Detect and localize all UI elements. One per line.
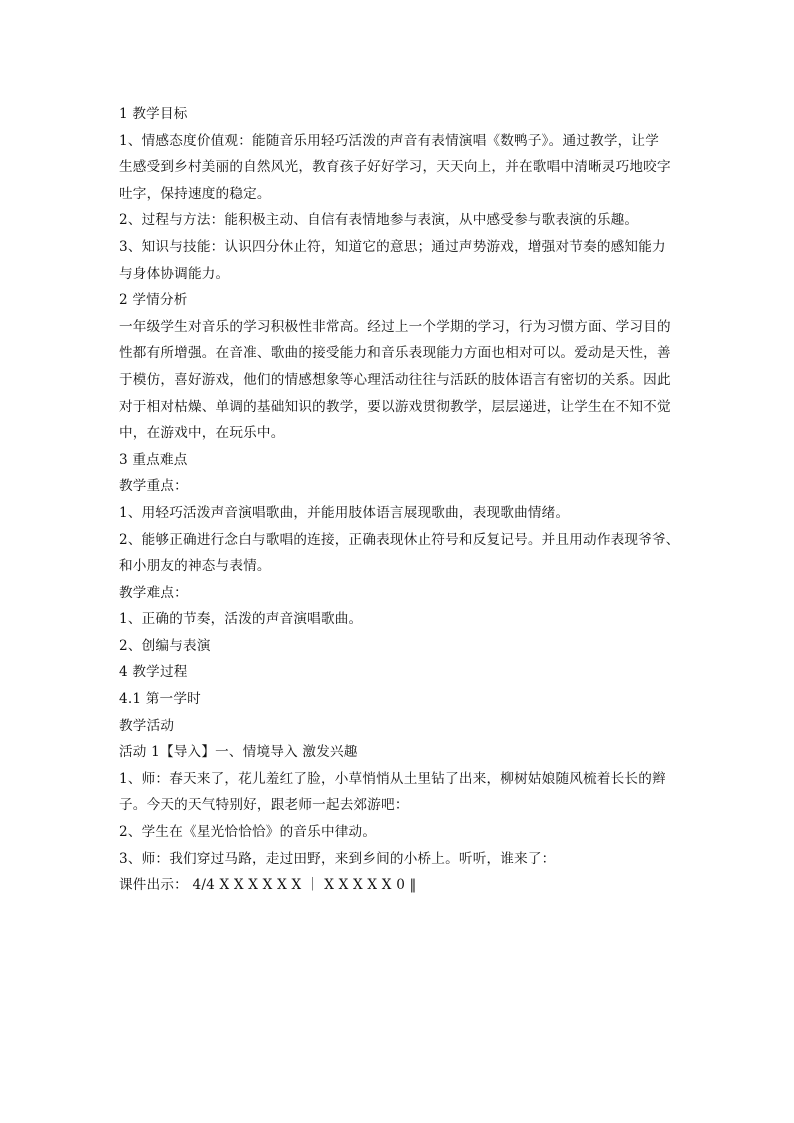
text-line: 与身体协调能力。 [119,265,230,282]
subheading-teaching-focus: 教学重点： [119,478,188,495]
text-line: 子。今天的天气特别好，跟老师一起去郊游吧： [119,797,409,814]
text-line: 2、创编与表演 [119,637,211,654]
text-line: 生感受到乡村美丽的自然风光，教育孩子好好学习，天天向上，并在歌唱中清晰灵巧地咬字 [119,159,671,176]
text-line: 于模仿，喜好游戏，他们的情感想象等心理活动往往与活跃的肢体语言有密切的关系。因此 [119,371,671,388]
text-line: 1、正确的节奏，活泼的声音演唱歌曲。 [119,611,363,628]
text-line: 性都有所增强。在音准、歌曲的接受能力和音乐表现能力方面也相对可以。爱动是天性，善 [119,345,671,362]
heading-student-analysis: 2 学情分析 [119,292,188,309]
document-body [119,101,679,899]
subheading-first-lesson: 4.1 第一学时 [119,691,201,708]
text-line: 3、知识与技能：认识四分休止符，知道它的意思；通过声势游戏，增强对节奏的感知能力 [119,238,666,255]
text-line: 3、师：我们穿过马路，走过田野，来到乡间的小桥上。听听，谁来了： [119,850,556,867]
text-line: 对于相对枯燥、单调的基础知识的教学，要以游戏贯彻教学，层层递进，让学生在不知不觉 [119,398,671,415]
heading-teaching-goals: 1 教学目标 [119,106,188,122]
text-line: 2、过程与方法：能积极主动、自信有表情地参与表演，从中感受参与歌表演的乐趣。 [119,212,639,229]
text-line: 1、情感态度价值观：能随音乐用轻巧活泼的声音有表情演唱《数鸭子》。通过教学，让学 [119,132,660,149]
text-line: 2、学生在《星光恰恰恰》的音乐中律动。 [119,824,377,841]
text-line: 2、能够正确进行念白与歌唱的连接，正确表现休止符号和反复记号。并且用动作表现爷爷、 [119,531,680,548]
text-line: 和小朋友的神态与表情。 [119,558,271,575]
heading-teaching-process: 4 教学过程 [119,664,188,681]
activity-title: 活动 1【导入】一、情境导入 激发兴趣 [119,744,358,761]
text-line: 一年级学生对音乐的学习积极性非常高。经过上一个学期的学习，行为习惯方面、学习目的 [119,318,671,335]
subheading-teaching-difficulty: 教学难点： [119,584,188,601]
subheading-teaching-activity: 教学活动 [119,717,175,734]
text-line: 中，在游戏中，在玩乐中。 [119,425,285,442]
text-line: 1、师：春天来了，花儿羞红了脸，小草悄悄从土里钻了出来，柳树姑娘随风梳着长长的辫 [119,770,666,787]
text-line: 吐字，保持速度的稳定。 [119,185,271,202]
text-line: 1、用轻巧活泼声音演唱歌曲，并能用肢体语言展现歌曲，表现歌曲情绪。 [119,504,570,521]
rhythm-notation-line: 课件出示： 4/4 X X X X X X ｜ X X X X X 0 ‖ [119,877,417,894]
heading-key-points: 3 重点难点 [119,451,188,468]
